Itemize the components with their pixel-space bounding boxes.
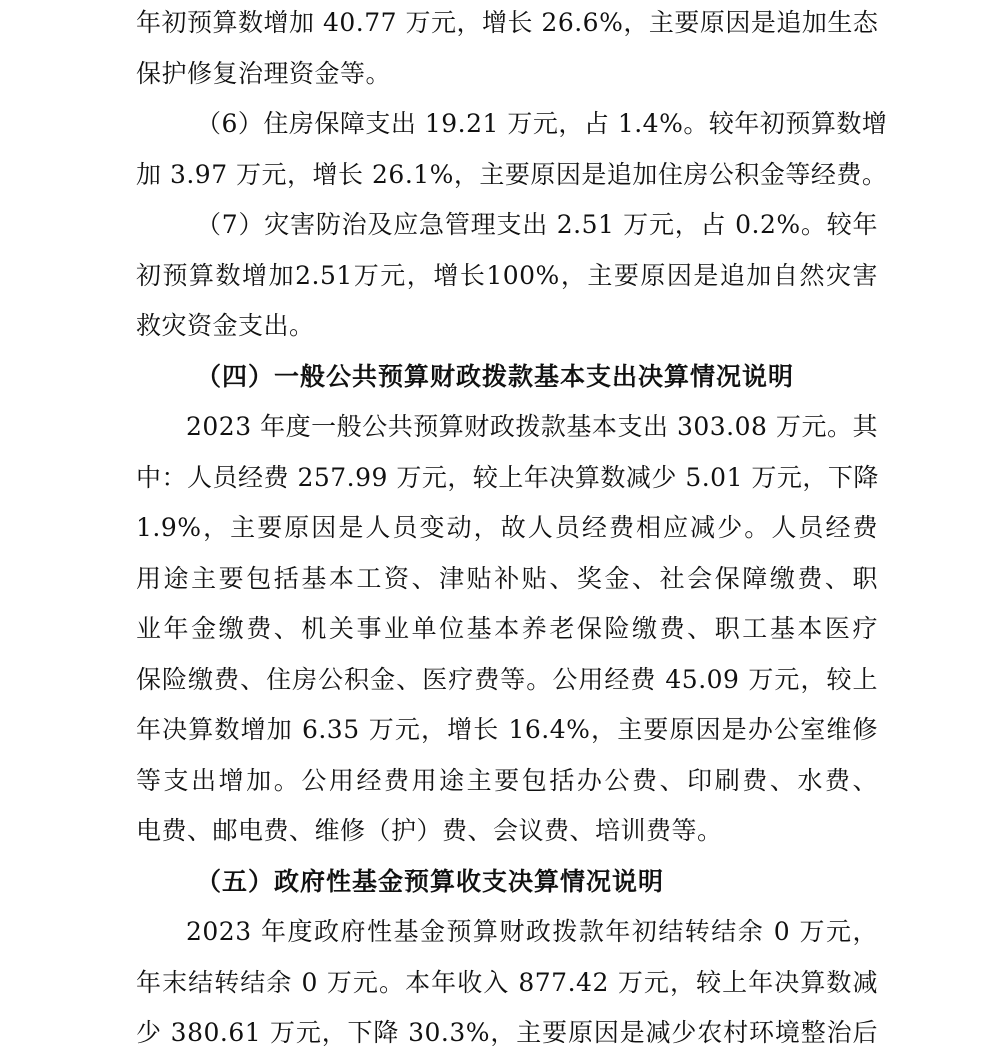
paragraph-line: 保险缴费、住房公积金、医疗费等。公用经费 45.09 万元，较上	[136, 664, 878, 694]
paragraph-line: （7）灾害防治及应急管理支出 2.51 万元，占 0.2%。较年	[196, 210, 878, 239]
paragraph-line: 年末结转结余 0 万元。本年收入 877.42 万元，较上年决算数减	[136, 967, 878, 997]
paragraph-line: 业年金缴费、机关事业单位基本养老保险缴费、职工基本医疗	[136, 614, 878, 643]
section-heading: （四）一般公共预算财政拨款基本支出决算情况说明	[196, 361, 795, 391]
paragraph-line: 保护修复治理资金等。	[136, 58, 392, 88]
paragraph-line: 初预算数增加2.51万元，增长100%，主要原因是追加自然灾害	[136, 260, 878, 290]
paragraph-line: 2023 年度政府性基金预算财政拨款年初结转结余 0 万元，	[186, 917, 878, 946]
section-heading: （五）政府性基金预算收支决算情况说明	[196, 866, 665, 896]
paragraph-line: 2023 年度一般公共预算财政拨款基本支出 303.08 万元。其	[186, 412, 878, 441]
paragraph-line: 电费、邮电费、维修（护）费、会议费、培训费等。	[136, 816, 723, 845]
paragraph-line: 少 380.61 万元，下降 30.3%，主要原因是减少农村环境整治后	[136, 1018, 878, 1047]
paragraph-line: 年初预算数增加 40.77 万元，增长 26.6%，主要原因是追加生态	[136, 8, 879, 37]
paragraph-line: 等支出增加。公用经费用途主要包括办公费、印刷费、水费、	[136, 765, 878, 795]
paragraph-line: 中：人员经费 257.99 万元，较上年决算数减少 5.01 万元，下降	[136, 462, 879, 492]
paragraph-line: 救灾资金支出。	[136, 311, 315, 340]
paragraph-line: 加 3.97 万元，增长 26.1%，主要原因是追加住房公积金等经费。	[136, 159, 888, 189]
paragraph-line: 年决算数增加 6.35 万元，增长 16.4%，主要原因是办公室维修	[136, 715, 878, 744]
paragraph-line: （6）住房保障支出 19.21 万元，占 1.4%。较年初预算数增	[196, 109, 888, 138]
paragraph-line: 1.9%，主要原因是人员变动，故人员经费相应减少。人员经费	[136, 513, 878, 542]
paragraph-line: 用途主要包括基本工资、津贴补贴、奖金、社会保障缴费、职	[136, 563, 878, 593]
